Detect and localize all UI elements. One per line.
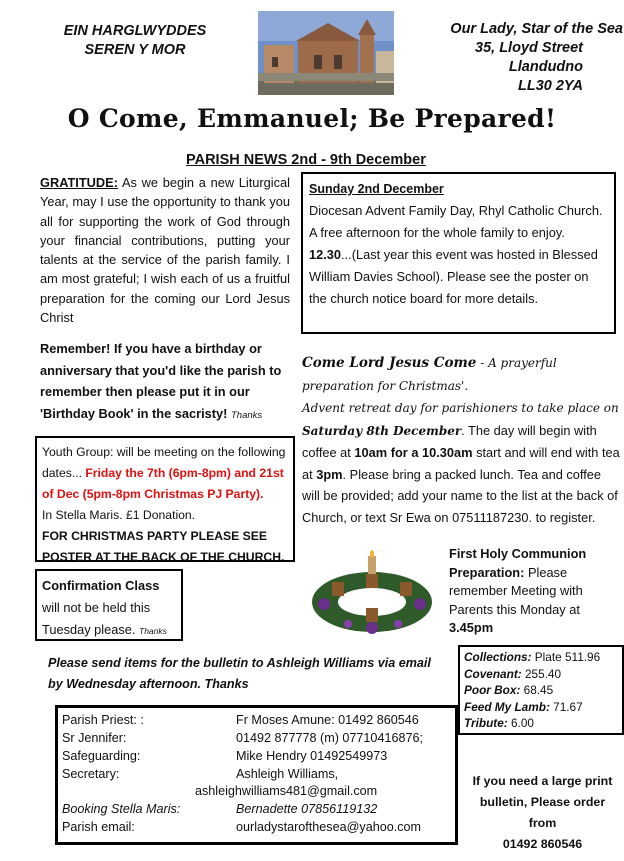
collection-row <box>464 682 618 699</box>
welsh-name-line-1: EIN HARGLWYDDES <box>63 23 207 39</box>
contacts-box <box>55 705 458 845</box>
collection-value: 255.40 <box>521 666 562 681</box>
retreat-subtitle: - A prayerful preparation for Christmas'. <box>302 356 557 393</box>
youth-dates: Friday the 7th (6pm-8pm) and 21st of Dec (5pm-8pm Christmas PJ Party). <box>42 466 284 501</box>
sunday-box <box>301 172 616 334</box>
collection-label: Feed My Lamb: <box>464 699 550 714</box>
gratitude-section <box>40 173 290 327</box>
collection-value: 68.45 <box>520 683 554 697</box>
birthday-text: Remember! If you have a birthday or anniversary that you'd like the parish to remember then please put it in our 'Birthday Book' in the sacristy! <box>40 341 282 421</box>
collection-row <box>464 666 618 683</box>
header-left <box>40 22 230 60</box>
page-title: O Come, Emmanuel; Be Prepared! <box>67 104 557 133</box>
secretary-email-link[interactable]: ashleighwilliams481@gmail.com <box>195 784 378 798</box>
contact-label: Secretary: <box>62 767 120 781</box>
contact-value: Ashleigh Williams, <box>236 767 339 781</box>
collection-value: Plate 511.96 <box>531 650 601 664</box>
gratitude-text: As we begin a new Liturgical Year, may I use the opportunity to thank you all for supporting the work of God through your financial contributions, putting your talents at the service of the parish family. I am most grateful; I wish each of us a fruitful preparation for the coming our Lord Jesus Christ <box>40 175 290 326</box>
confirmation-text: will not be held this Tuesday please. <box>42 600 151 637</box>
church-address <box>405 20 623 96</box>
sunday-text-1: Diocesan Advent Family Day, Rhyl Catholic Church. A free afternoon for the whole family to enjoy. <box>309 203 603 240</box>
address-town: Llandudno <box>508 59 583 75</box>
church-photo <box>258 11 394 95</box>
contact-row-priest <box>62 713 457 731</box>
address-street: 35, Lloyd Street <box>475 40 583 56</box>
collection-label: Tribute: <box>464 716 508 730</box>
large-print-line-1: If you need a large print <box>472 774 613 788</box>
collection-value: 6.00 <box>507 716 534 730</box>
contact-value: Fr Moses Amune: 01492 860546 <box>236 713 419 727</box>
sunday-time: 12.30 <box>309 247 342 262</box>
collections-box <box>458 645 624 735</box>
contact-row-booking <box>62 802 457 820</box>
fhc-heading: First Holy Communion Preparation: <box>449 546 587 580</box>
contact-row-secretary-email <box>62 784 457 802</box>
birthday-notice <box>40 338 295 426</box>
contact-label: Safeguarding: <box>62 749 141 763</box>
contact-row-email <box>62 820 457 838</box>
confirmation-heading: Confirmation Class <box>42 578 160 593</box>
youth-group-box <box>35 436 295 562</box>
confirmation-box <box>35 569 183 641</box>
contact-label: Parish Priest: : <box>62 713 144 727</box>
collection-label: Covenant: <box>464 666 522 681</box>
advent-wreath-image <box>302 546 442 642</box>
collection-value: 71.67 <box>549 699 583 714</box>
retreat-text-1: . The day will begin with coffee at <box>302 422 597 460</box>
first-communion-notice <box>449 545 619 638</box>
sunday-heading: Sunday 2nd December <box>309 182 444 196</box>
contact-value: 01492 877778 (m) 07710416876; <box>236 731 423 745</box>
advent-retreat <box>302 352 622 528</box>
bulletin-submission-note: Please send items for the bulletin to Ashleigh Williams via email by Wednesday afternoon. Thanks <box>48 656 431 691</box>
contact-row-jennifer <box>62 731 457 749</box>
contact-row-secretary <box>62 767 457 785</box>
parish-news-heading: PARISH NEWS 2nd - 9th December <box>186 152 426 168</box>
large-print-notice <box>465 771 620 855</box>
church-name: Our Lady, Star of the Sea <box>450 21 623 37</box>
contact-label: Parish email: <box>62 820 135 834</box>
retreat-end: 3pm <box>316 466 343 482</box>
birthday-thanks: Thanks <box>230 409 263 421</box>
collection-row <box>464 699 618 716</box>
large-print-line-2: bulletin, Please order from <box>479 795 606 830</box>
retreat-text-2: start and will end with tea at <box>302 445 620 482</box>
youth-location: In Stella Maris. £1 Donation. <box>42 508 196 522</box>
gratitude-label: GRATITUDE: <box>40 175 118 190</box>
sunday-text-2: ...(Last year this event was hosted in Blessed William Davies School). Please see the poster on the church notice board for more details. <box>309 247 598 306</box>
contact-value: Mike Hendry 01492549973 <box>236 749 388 763</box>
fhc-text: Please remember Meeting with Parents this Monday at <box>449 564 583 617</box>
collection-label: Poor Box: <box>464 683 521 697</box>
parish-email-link[interactable]: ourladystarofthesea@yahoo.com <box>236 820 422 834</box>
address-postcode: LL30 2YA <box>517 78 583 94</box>
contact-label: Booking Stella Maris: <box>62 802 181 816</box>
retreat-intro: Advent retreat day for parishioners to take place on <box>302 401 619 415</box>
contact-value: Bernadette 07856119132 <box>236 802 378 816</box>
collection-label: Collections: <box>464 650 532 664</box>
collection-row <box>464 715 618 732</box>
retreat-heading: Come Lord Jesus Come <box>302 355 477 371</box>
contact-row-safeguarding <box>62 749 457 767</box>
large-print-phone: 01492 860546 <box>502 837 583 851</box>
contact-label: Sr Jennifer: <box>62 731 127 745</box>
retreat-start: 10am for a 10.30am <box>354 445 473 460</box>
collection-row <box>464 649 618 666</box>
youth-poster-note: FOR CHRISTMAS PARTY PLEASE SEE POSTER AT THE BACK OF THE CHURCH. <box>42 529 285 564</box>
retreat-text-3: . Please bring a packed lunch. Tea and coffee will be provided; add your name to the list at the back of Church, or text Sr Ewa on 07511187230. to register. <box>302 466 618 525</box>
youth-text: Youth Group: will be meeting on the following dates... <box>42 445 286 480</box>
retreat-date: Saturday 8th December <box>302 423 462 438</box>
fhc-time: 3.45pm <box>449 620 494 635</box>
confirmation-thanks: Thanks <box>139 626 167 636</box>
welsh-name-line-2: SEREN Y MOR <box>84 42 186 58</box>
